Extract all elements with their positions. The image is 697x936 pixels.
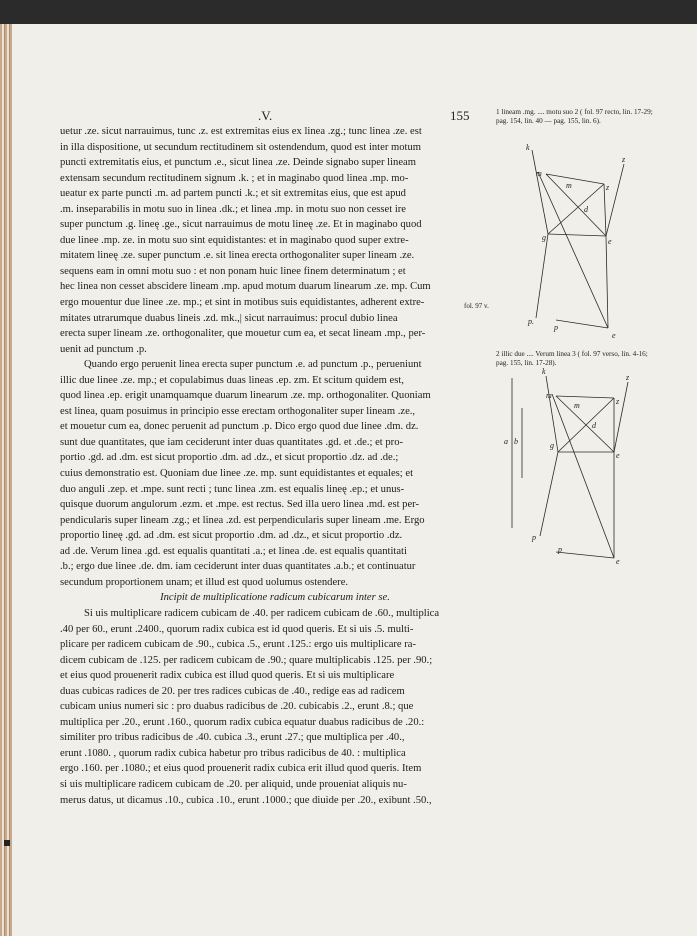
figure-label: e: [608, 237, 612, 246]
line-gp: [540, 452, 558, 536]
text-line: et mouetur cum ea, donec peruenit ad punctum .p. Dico ergo quod due linee .dm. dz.: [60, 421, 419, 433]
line-me: [556, 396, 614, 452]
text-line: uetur .ze. sicut narrauimus, tunc .z. est extremitas eius ex linea .zg.; tunc linea .ze. est: [60, 126, 422, 137]
text-line: duas cubicas radices de 20. per tres radices cubicas de .40., redige eas ad radicem: [60, 685, 405, 697]
page-edge-mark: [4, 840, 10, 846]
line-gp: [536, 234, 548, 318]
figure-label: e: [612, 331, 616, 340]
figure-label: z: [616, 397, 620, 406]
figure-label: m: [536, 169, 542, 178]
text-line: ergo .160. per .1080.; et eius quod prouenerit radix cubica erit illud quod queris. Item: [60, 763, 422, 775]
figure-label: p: [532, 533, 536, 542]
figure-label: g: [550, 441, 554, 450]
text-line: et eius quod prouenerit radix cubica est illud quod queris. Et si uis multiplicare: [60, 670, 395, 682]
line-mp: [538, 172, 608, 328]
figure-label: d: [584, 205, 588, 214]
text-line: Quando ergo peruenit linea erecta super punctum .e. ad punctum .p., perueniunt: [84, 359, 422, 371]
text-line: super punctum .g. lineę .ge., sicut narrauimus de motu lineę .ze. Et in maginabo quod: [60, 219, 422, 231]
text-line: quisque duorum angulorum .ezm. et .mpe. est rectus. Sed illa uero linea .md. est per-: [60, 499, 419, 511]
text-line: due linee .mp. ze. in motu suo sint equidistantes: et in maginabo quod super extre-: [60, 234, 409, 246]
text-line: merus datus, ut dicamus .10., cubica .10., erunt .1000.; que diuide per .20., exibunt .50.,: [60, 794, 432, 806]
text-line: erunt .1080. , quorum radix cubica habetur pro tribus radicibus de 40. : multiplica: [60, 747, 406, 759]
figure-label: p: [554, 323, 558, 332]
text-line: ueatur ex parte puncti .m. ad partem puncti .k.; et sit extremitas eius, que est apud: [60, 188, 406, 200]
figure-label: a: [504, 437, 508, 446]
text-line: cubicam unius numeri sic : pro duabus radicibus de .20. cubicabis .2., erunt .8.; que: [60, 701, 414, 713]
line-ge: [548, 234, 606, 236]
figure-label: z: [626, 373, 630, 382]
line-kg: [532, 150, 548, 234]
text-line: quod linea .ep. erigit unamquamque duarum linearum .ze. mp. orthogonaliter. Quoniam: [60, 390, 431, 402]
figure-label: z: [606, 183, 610, 192]
text-line: ad .de. Verum linea .gd. est equalis quantitati .a.; et linea .de. est equalis quantitati: [60, 545, 407, 557]
text-line: ergo mouentur due linee .ze. mp.; et sint in motibus suis equidistantes, adherent extre-: [60, 297, 425, 309]
text-line: duo anguli .zep. et .mpe. sunt recti ; tunc linea .zm. est equalis lineę .ep.; et unus-: [60, 483, 405, 495]
text-line: secundum proportionem unam; et illud est quod uolumus ostendere.: [60, 576, 349, 588]
figure-label: p.: [528, 317, 534, 326]
text-line: .b.; ergo due linee .de. dm. iam ceciderunt inter duas quantitates .a.b.; et continuatur: [60, 561, 416, 573]
line-gz: [548, 184, 604, 234]
text-line: puncti extremitatis eius, et punctum .e., sicut linea .ze. Deinde signabo super lineam: [60, 157, 416, 169]
text-line: cuius demonstratio est. Quoniam due linee .ze. mp. sunt equidistantes et equales; et: [60, 468, 414, 480]
folio-reference: fol. 97 v.: [464, 302, 489, 310]
text-line: multiplica per .20., erunt .160., quorum radix cubica equatur duabus radicibus de .20.:: [60, 716, 425, 728]
figure-label: z: [622, 155, 626, 164]
figure-label: d: [592, 421, 596, 430]
book-spine: [0, 24, 12, 936]
section-heading: Incipit de multiplicatione radicum cubicarum inter se.: [160, 592, 390, 604]
geometric-figure-2: [496, 368, 636, 568]
figure-label: k: [526, 143, 530, 152]
text-line: similiter pro tribus radicibus de .40. cubica .3., erunt .27.; que multiplica per .40.,: [60, 732, 405, 744]
figure-label: m: [546, 391, 552, 400]
text-line: pendicularis super lineam .zg.; et linea .zd. est perpendicularis super lineam .me. Ergo: [60, 514, 425, 526]
figure-label: g: [542, 233, 546, 242]
marginal-note-1: 1 lineam .mg. .... motu suo 2 ( fol. 97 recto, lin. 17-29; pag. 154, lin. 40 — pag. 155, lin. 6).: [496, 108, 653, 125]
line-pp: [556, 552, 614, 558]
figure-label: b: [514, 437, 518, 446]
text-line: .40 per 60., erunt .2400., quorum radix cubica est id quod queris. Et si uis .5. multi-: [60, 623, 414, 635]
line-mz-top: [556, 396, 614, 398]
text-line: hec linea non cesset abscidere lineam .mp. apud motum duarum linearum .ze. mp. Cum: [60, 281, 431, 293]
running-title: .V.: [258, 108, 273, 123]
text-line: sequens eam in omni motu suo : et non ponam huic linee finem determinatum ; et: [60, 265, 406, 277]
text-line: extensam secundum rectitudinem signum .k. ; et in maginabo quod linea .mp. mo-: [60, 172, 409, 184]
line-ze-outer: [614, 382, 628, 452]
text-line: proportio lineę .gd. ad .dm. est sicut proportio .dm. ad .dz., et sicut proportio .dz.: [60, 530, 403, 542]
figure-label: e: [616, 451, 620, 460]
text-line: in illa dispositione, ut secundum rectitudinem sit ostendendum, quod est inter motum: [60, 141, 422, 153]
geometric-figure-1: [496, 142, 636, 342]
text-line: .m. inseparabilis in motu suo in linea .dk.; et linea .mp. in motu suo non cesset ire: [60, 203, 407, 215]
line-me: [546, 174, 606, 236]
text-line: mitates utrarumque duabus lineis .zd. mk.,| sicut narrauimus: procul dubio linea: [60, 312, 398, 324]
figure-label: m: [574, 401, 580, 410]
main-text: [60, 124, 490, 808]
figure-label: e: [616, 557, 620, 566]
marginal-note-2: 2 illic due .... Verum linea 3 ( fol. 97 verso, lin. 4-16; pag. 155, lin. 17-28).: [496, 350, 648, 367]
figure-label: m: [566, 181, 572, 190]
text-line: plicare per radicem cubicam de .90., cubica .5., erunt .125.: ergo uis multiplicare ra-: [60, 639, 417, 651]
text-line: sunt due quantitates, que iam ceciderunt inter duas quantitates .gd. et .de.; et pro-: [60, 436, 404, 448]
figure-label: k: [542, 368, 546, 376]
figure-label: p: [558, 545, 562, 554]
text-line: uenit ad punctum .p.: [60, 343, 147, 355]
page-number: 155: [450, 108, 470, 123]
text-line: est linea, quam posuimus in principio esse erectam orthogonaliter super lineam .ze.,: [60, 405, 416, 417]
line-pp: [556, 320, 608, 328]
text-line: Si uis multiplicare radicem cubicam de .40. per radicem cubicam de .60., multiplica: [84, 607, 440, 619]
text-line: mitatem lineę .ze. super punctum .e. sit linea erecta orthogonaliter super lineam .ze.: [60, 250, 415, 262]
text-line: portio .gd. ad .dm. est sicut proportio .dm. ad .dz., et sicut proportio .dz. ad .de.;: [60, 452, 399, 464]
text-line: illic due linee .ze. mp.; et copulabimus duas lineas .ep. zm. Et scitum quidem est,: [60, 374, 404, 386]
text-line: dicem cubicam de .125. per radicem cubicam de .90.; quare multiplicabis .125. per .90.;: [60, 654, 433, 666]
line-ze-outer: [606, 164, 624, 236]
text-line: si uis multiplicare radicem cubicam de .20. per aliquid, unde proueniat aliquis nu-: [60, 778, 407, 790]
text-line: erecta super lineam .ze. orthogonaliter, que mouetur cum ea, et secat lineam .mp., per-: [60, 328, 426, 340]
line-ep: [606, 236, 608, 328]
line-mp: [552, 394, 614, 558]
